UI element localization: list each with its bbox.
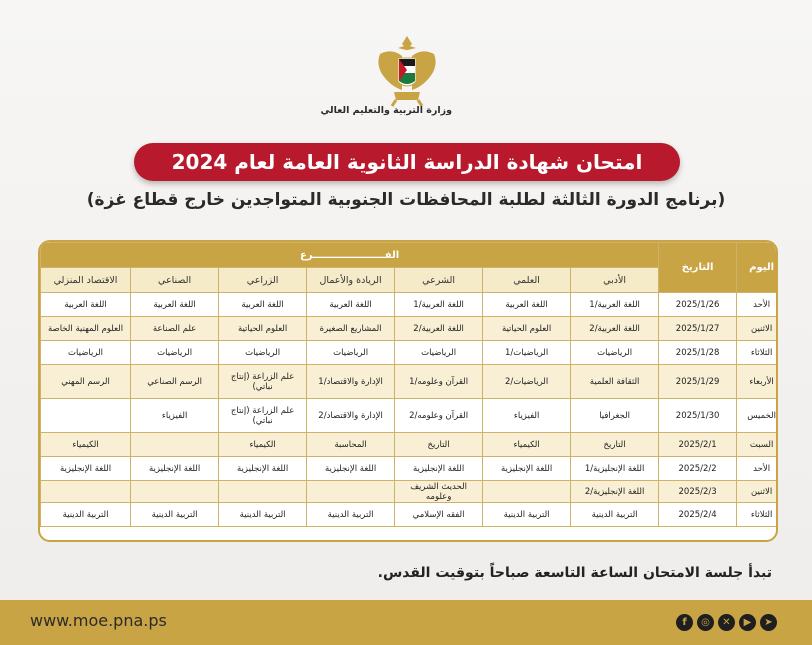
subject-cell xyxy=(41,399,131,433)
subject-cell: الكيمياء xyxy=(483,433,571,457)
subject-cell: العلوم الحياتية xyxy=(483,317,571,341)
subject-cell: التاريخ xyxy=(395,433,483,457)
subject-cell: اللغة العربية xyxy=(219,293,307,317)
subject-cell: اللغة العربية xyxy=(131,293,219,317)
instagram-icon[interactable]: ◎ xyxy=(697,614,714,631)
subject-cell: اللغة العربية xyxy=(307,293,395,317)
subject-cell: اللغة الإنجليزية xyxy=(131,457,219,481)
date-cell: 2025/1/26 xyxy=(659,293,737,317)
subject-cell: الجغرافيا xyxy=(571,399,659,433)
table-row xyxy=(41,457,779,481)
date-cell: 2025/2/4 xyxy=(659,503,737,527)
subject-cell: القرآن وعلومه/1 xyxy=(395,365,483,399)
palestine-eagle-logo xyxy=(372,30,442,110)
subject-cell: اللغة الإنجليزية xyxy=(41,457,131,481)
day-cell: الأربعاء xyxy=(737,365,778,399)
subject-cell: التربية الدينية xyxy=(483,503,571,527)
branch-agricultural: الزراعي xyxy=(219,268,307,293)
subject-cell: القرآن وعلومه/2 xyxy=(395,399,483,433)
facebook-icon[interactable]: f xyxy=(676,614,693,631)
subject-cell: الرياضيات/1 xyxy=(483,341,571,365)
subject-cell xyxy=(307,481,395,503)
branch-literary: الأدبي xyxy=(571,268,659,293)
subject-cell: اللغة الإنجليزية xyxy=(483,457,571,481)
date-cell: 2025/1/27 xyxy=(659,317,737,341)
date-cell: 2025/2/3 xyxy=(659,481,737,503)
date-cell: 2025/1/29 xyxy=(659,365,737,399)
subject-cell: اللغة العربية/2 xyxy=(571,317,659,341)
exam-schedule-table xyxy=(38,240,778,542)
subject-cell: الرسم المهني xyxy=(41,365,131,399)
telegram-icon[interactable]: ➤ xyxy=(760,614,777,631)
branch-sharia: الشرعي xyxy=(395,268,483,293)
subject-cell: الكيمياء xyxy=(41,433,131,457)
subject-cell: اللغة العربية xyxy=(483,293,571,317)
branch-home-economics: الاقتصاد المنزلي xyxy=(41,268,131,293)
youtube-icon[interactable]: ▶ xyxy=(739,614,756,631)
subject-cell: الرياضيات xyxy=(219,341,307,365)
subject-cell: الرياضيات/2 xyxy=(483,365,571,399)
title-banner xyxy=(134,143,680,181)
subject-cell: التربية الدينية xyxy=(571,503,659,527)
subject-cell xyxy=(131,433,219,457)
day-cell: الاثنين xyxy=(737,317,778,341)
table-row xyxy=(41,503,779,527)
subject-cell: المحاسبة xyxy=(307,433,395,457)
subject-cell: اللغة العربية/1 xyxy=(395,293,483,317)
day-cell: الأحد xyxy=(737,457,778,481)
subject-cell: الحديث الشريف وعلومه xyxy=(395,481,483,503)
table-row xyxy=(41,317,779,341)
branch-entrepreneurship: الريادة والأعمال xyxy=(307,268,395,293)
subject-cell: اللغة الإنجليزية xyxy=(307,457,395,481)
subject-cell xyxy=(41,481,131,503)
subject-cell: علم الزراعة (إنتاج نباتي) xyxy=(219,365,307,399)
subject-cell: الرياضيات xyxy=(41,341,131,365)
date-cell: 2025/1/30 xyxy=(659,399,737,433)
subject-cell: التربية الدينية xyxy=(131,503,219,527)
subject-cell: الكيمياء xyxy=(219,433,307,457)
table-row xyxy=(41,433,779,457)
table-row xyxy=(41,293,779,317)
social-links xyxy=(676,614,777,631)
subject-cell: الإدارة والاقتصاد/2 xyxy=(307,399,395,433)
subject-cell: الرياضيات xyxy=(307,341,395,365)
branch-scientific: العلمي xyxy=(483,268,571,293)
footer-bar xyxy=(0,600,812,645)
day-cell: الخميس xyxy=(737,399,778,433)
subject-cell: اللغة العربية/1 xyxy=(571,293,659,317)
table-row xyxy=(41,341,779,365)
day-cell: الثلاثاء xyxy=(737,341,778,365)
subject-cell: الفيزياء xyxy=(131,399,219,433)
subject-cell: الرياضيات xyxy=(131,341,219,365)
subject-cell: الرياضيات xyxy=(571,341,659,365)
subject-cell: التربية الدينية xyxy=(41,503,131,527)
x-icon[interactable]: ✕ xyxy=(718,614,735,631)
subject-cell: المشاريع الصغيرة xyxy=(307,317,395,341)
page-title: امتحان شهادة الدراسة الثانوية العامة لعام 2024 xyxy=(171,150,643,174)
branch-industrial: الصناعي xyxy=(131,268,219,293)
subject-cell xyxy=(219,481,307,503)
table-row xyxy=(41,399,779,433)
day-cell: الأحد xyxy=(737,293,778,317)
subject-cell: اللغة العربية/2 xyxy=(395,317,483,341)
subject-cell: اللغة الإنجليزية/1 xyxy=(571,457,659,481)
subject-cell: علم الصناعة xyxy=(131,317,219,341)
subject-cell: التربية الدينية xyxy=(307,503,395,527)
subject-cell xyxy=(131,481,219,503)
subject-cell: التاريخ xyxy=(571,433,659,457)
ministry-name: وزارة التربية والتعليم العالي xyxy=(320,105,452,116)
day-cell: السبت xyxy=(737,433,778,457)
subject-cell: اللغة العربية xyxy=(41,293,131,317)
exam-time-note: تبدأ جلسة الامتحان الساعة التاسعة صباحاً بتوقيت القدس. xyxy=(377,565,772,581)
date-cell: 2025/2/1 xyxy=(659,433,737,457)
table-row xyxy=(41,481,779,503)
subject-cell: علم الزراعة (إنتاج نباتي) xyxy=(219,399,307,433)
subject-cell: العلوم المهنية الخاصة xyxy=(41,317,131,341)
subject-cell: الإدارة والاقتصاد/1 xyxy=(307,365,395,399)
subject-cell: الفقه الإسلامي xyxy=(395,503,483,527)
date-cell: 2025/1/28 xyxy=(659,341,737,365)
subject-cell: العلوم الحياتية xyxy=(219,317,307,341)
subject-cell: اللغة الإنجليزية xyxy=(219,457,307,481)
subject-cell: الرياضيات xyxy=(395,341,483,365)
day-cell: الثلاثاء xyxy=(737,503,778,527)
subject-cell: الرسم الصناعي xyxy=(131,365,219,399)
website-link[interactable]: www.moe.pna.ps xyxy=(30,611,167,630)
day-cell: الاثنين xyxy=(737,481,778,503)
header-branch: الفـــــــــــــــــــــرع xyxy=(41,243,659,268)
page-subtitle: (برنامج الدورة الثالثة لطلبة المحافظات الجنوبية المتواجدين خارج قطاع غزة) xyxy=(86,190,726,210)
subject-cell: اللغة الإنجليزية xyxy=(395,457,483,481)
subject-cell: الفيزياء xyxy=(483,399,571,433)
subject-cell xyxy=(483,481,571,503)
header-date: التاريخ xyxy=(659,243,737,293)
subject-cell: التربية الدينية xyxy=(219,503,307,527)
table-row xyxy=(41,365,779,399)
header-day: اليوم xyxy=(737,243,778,293)
date-cell: 2025/2/2 xyxy=(659,457,737,481)
subject-cell: اللغة الإنجليزية/2 xyxy=(571,481,659,503)
subject-cell: الثقافة العلمية xyxy=(571,365,659,399)
